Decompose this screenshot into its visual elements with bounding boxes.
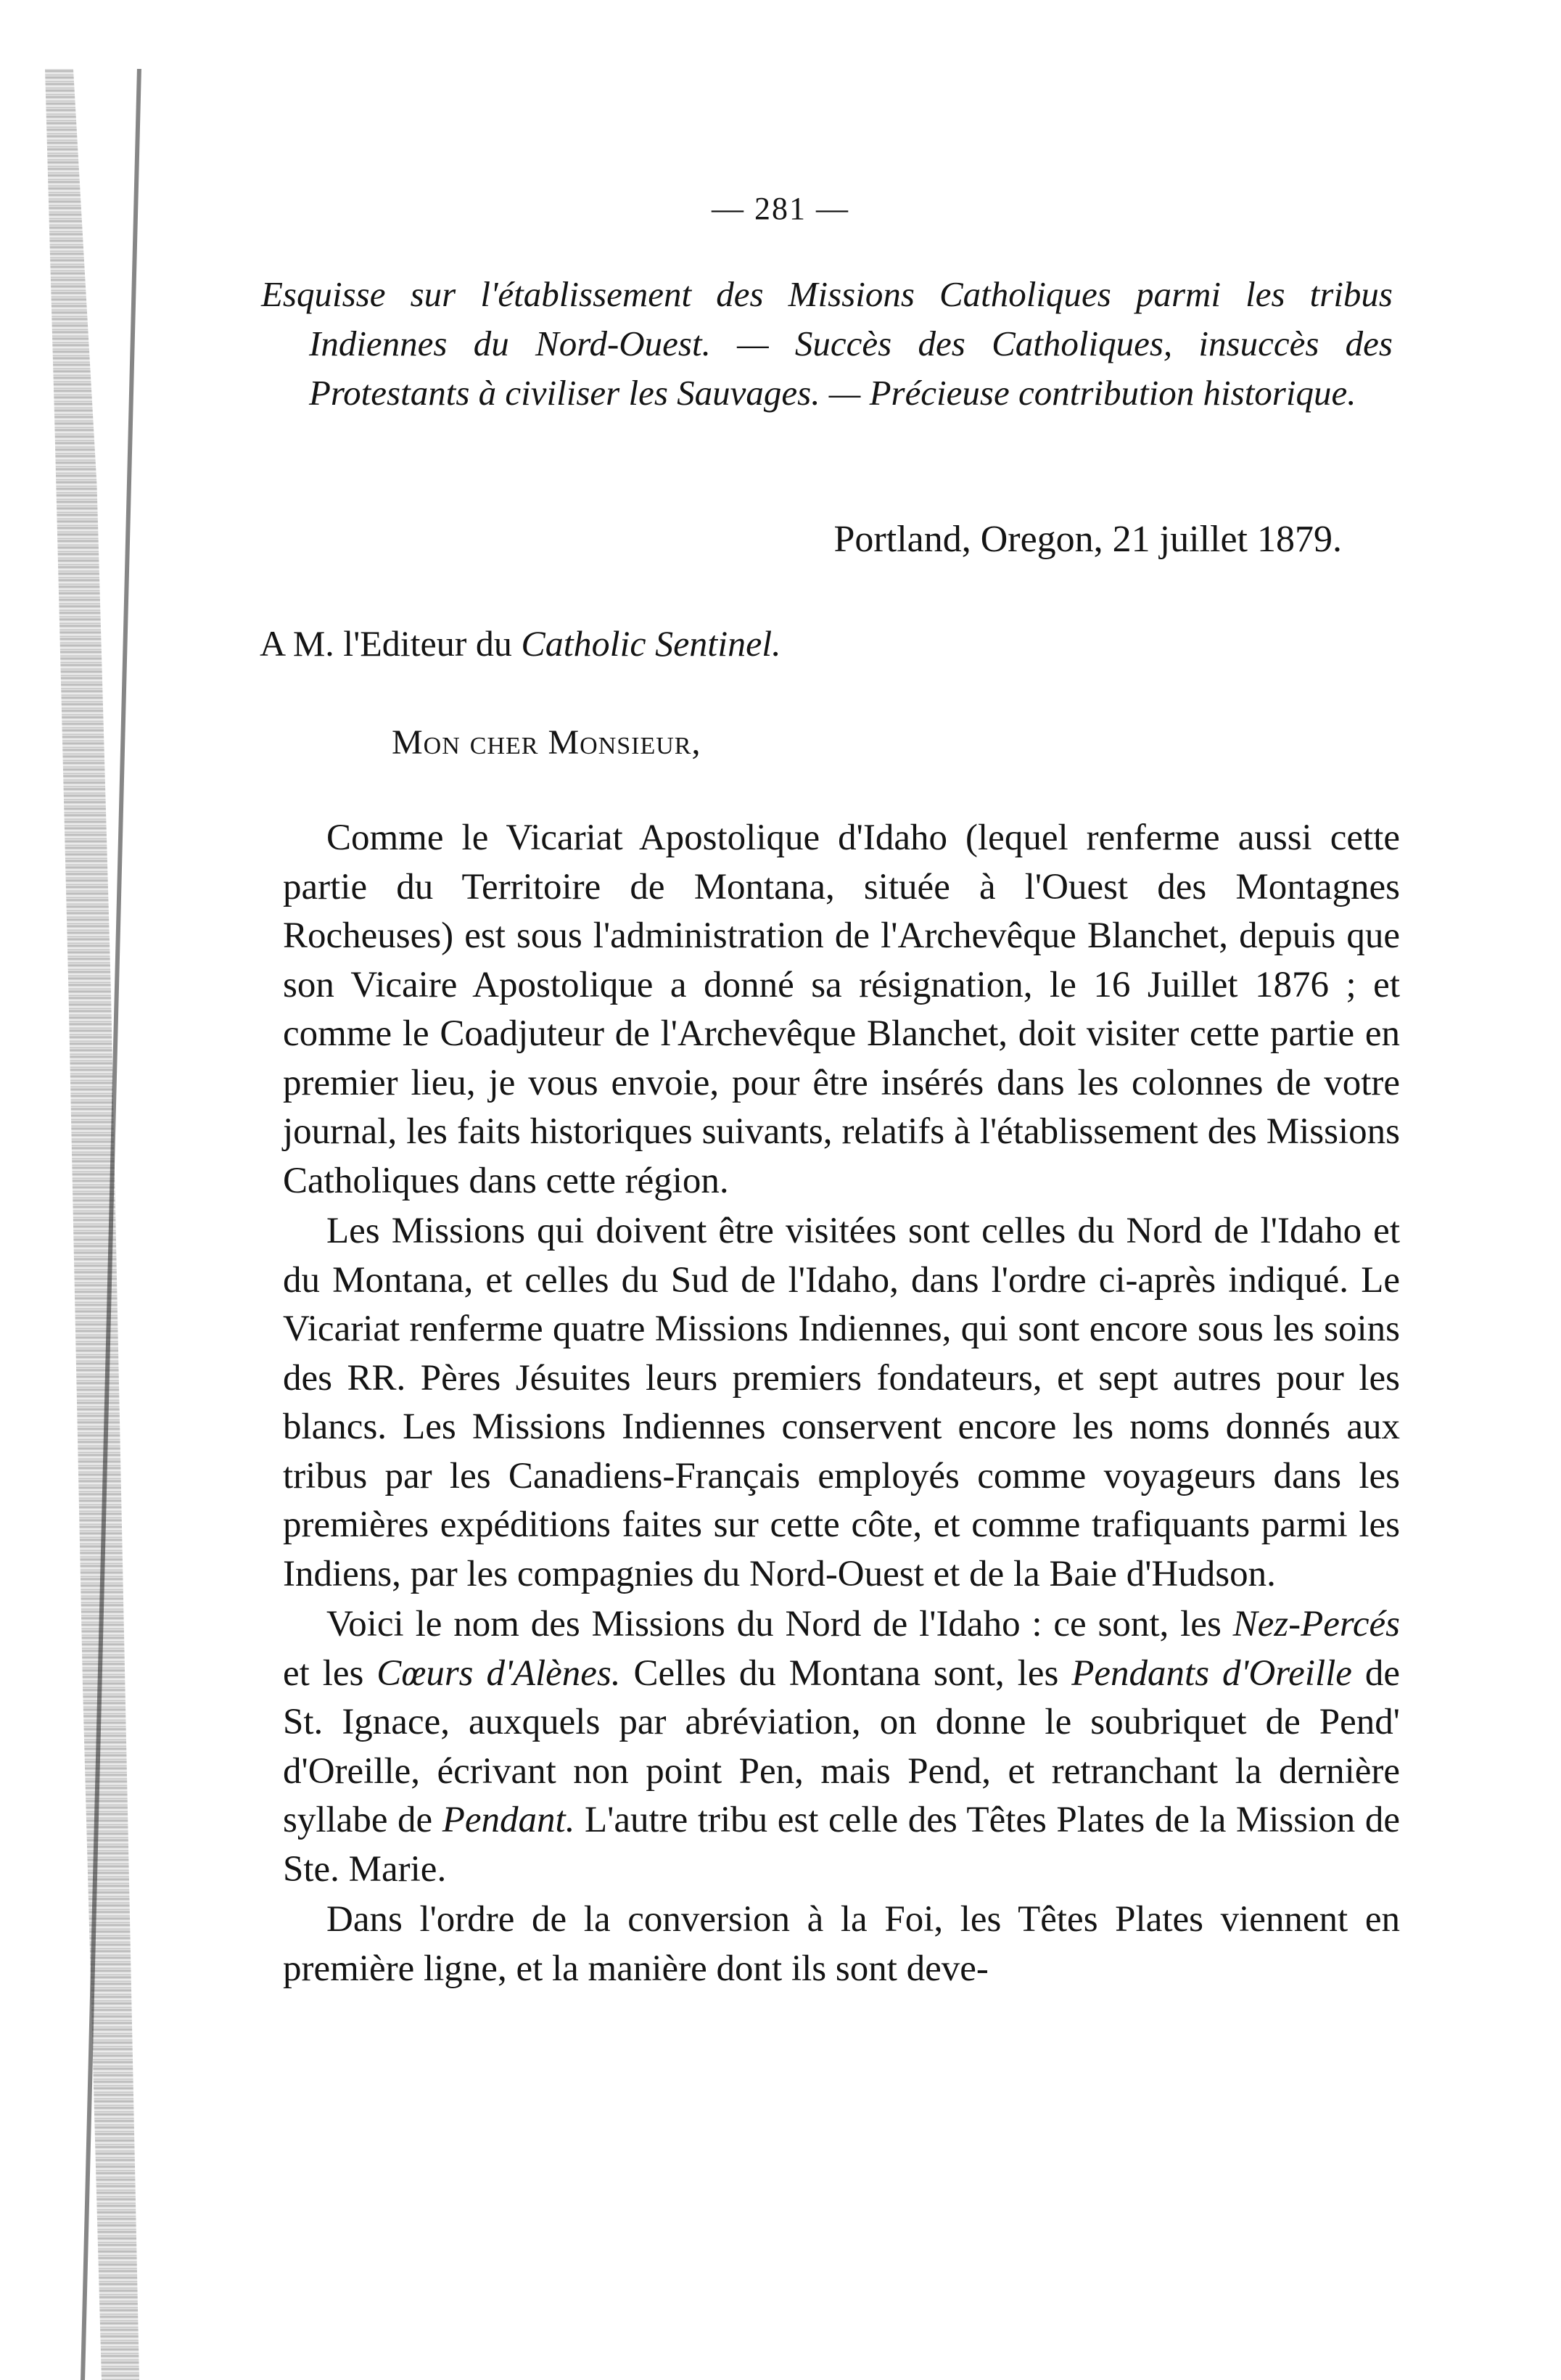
publication-name: Catholic Sentinel. (521, 623, 781, 664)
paragraph-4: Dans l'ordre de la conversion à la Foi, les Têtes Plates viennent en première ligne, et la manière dont ils sont deve- (283, 1899, 1400, 1989)
letter-body (283, 814, 1400, 1995)
text-run: de St. Ignace, auxquels par abréviation, on donne le soubriquet de Pend' d'Oreille, écrivant non point Pen, mais Pend, et retranchant la dernière syllabe de (283, 1652, 1401, 1840)
paragraph-1: Comme le Vicariat Apostolique d'Idaho (lequel renferme aussi cette partie du Territoire de Montana, située à l'Ouest des Montagnes Rocheuses) est sous l'administration de l'Archevêque Blanchet, depuis que son Vicaire Apostolique a donné sa résignation, le 16 Juillet 1876 ; et comme le Coadjuteur de l'Archevêque Blanchet, doit visiter cette partie en premier lieu, je vous envoie, pour être insérés dans les colonnes de votre journal, les faits historiques suivants, relatifs à l'établissement des Missions Catholiques dans cette région. (283, 818, 1400, 1201)
text-run: Celles du Montana sont, les (620, 1652, 1072, 1694)
addressee (260, 622, 781, 664)
paragraph-3 (283, 1600, 1400, 1894)
text-run: L'autre tribu est celle des Têtes Plates de la Mission de Ste. Marie. (283, 1800, 1400, 1890)
paragraph-2: Les Missions qui doivent être visitées sont celles du Nord de l'Idaho et du Montana, et celles du Sud de l'Idaho, dans l'ordre ci-après indiqué. Le Vicariat renferme quatre Missions Indiennes, qui sont encore sous les soins des RR. Pères Jésuites leurs premiers fondateurs, et sept autres pour les blancs. Les Missions Indiennes conservent encore les noms donnés aux tribus par les Canadiens-Français employés comme voyageurs dans les premières expéditions faites sur cette côte, et comme trafiquants parmi les Indiens, par les compagnies du Nord-Ouest et de la Baie d'Hudson. (283, 1211, 1400, 1594)
salutation: Mon cher Monsieur, (392, 723, 701, 762)
tribe-name: Nez-Percés (1232, 1604, 1400, 1644)
tribe-name: Cœurs d'Alènes. (376, 1652, 621, 1694)
addressee-prefix: A M. l'Editeur du (260, 623, 512, 664)
tribe-name: Pendants d'Oreille (1071, 1652, 1352, 1694)
chapter-summary: Esquisse sur l'établissement des Missions Catholiques parmi les tribus Indiennes du Nord-Ouest. — Succès des Catholiques, insuccès des Protestants à civiliser les Sauvages. — Précieuse contribution historique. (261, 274, 1393, 413)
text-run: Voici le nom des Missions du Nord de l'Idaho : ce sont, les (326, 1604, 1233, 1644)
word-emphasis: Pendant. (442, 1800, 575, 1840)
text-run: et les (283, 1652, 377, 1694)
page-number: — 281 — (712, 191, 849, 226)
dateline: Portland, Oregon, 21 juillet 1879. (833, 519, 1342, 560)
